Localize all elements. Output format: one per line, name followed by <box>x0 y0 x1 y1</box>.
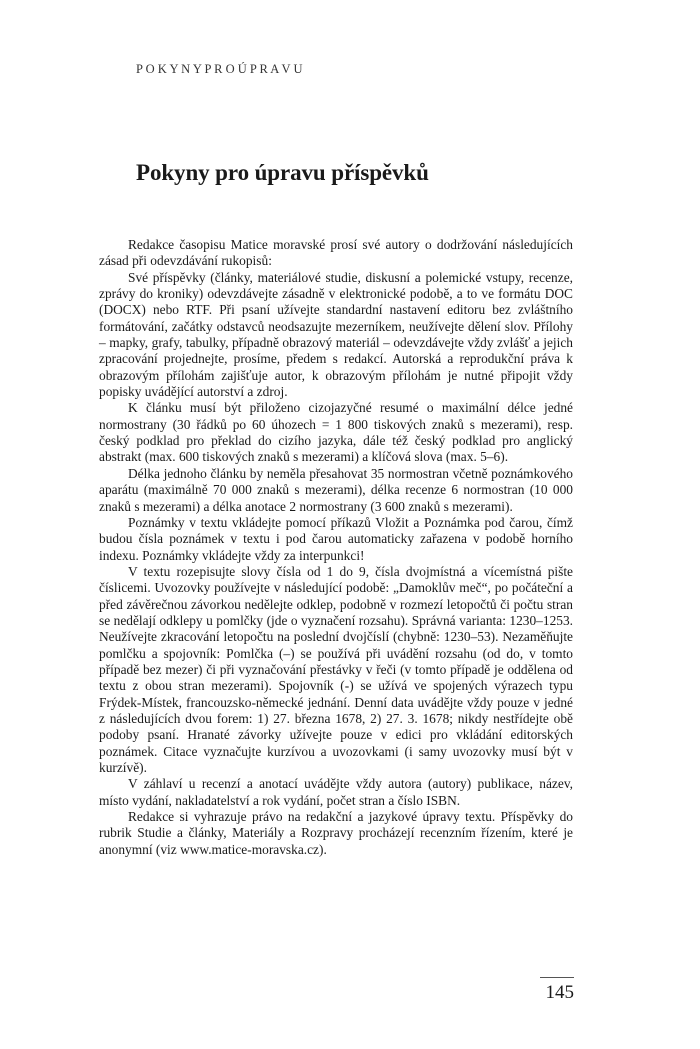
running-header: P O K Y N Y P R O Ú P R A V U <box>136 62 303 76</box>
paragraph-notes: Poznámky v textu vkládejte pomocí příkazů Vložit a Poznámka pod čarou, čímž budou čísla poznámek v textu i pod čarou automaticky zařazena v podobě horního indexu. Poznámky vkládejte vždy za interpunkci! <box>99 514 573 563</box>
paragraph-resume: K článku musí být přiloženo cizojazyčné resumé o maximální délce jedné normostrany (30 řádků po 60 úhozech = 1 800 tiskových znaků s mezerami), resp. český podklad pro překlad do cizího jazyka, dále též český podklad pro anglický abstrakt (max. 600 tiskových znaků s mezerami) a klíčová slova (max. 5–6). <box>99 400 573 465</box>
paragraph-editorial: Redakce si vyhrazuje právo na redakční a jazykové úpravy textu. Příspěvky do rubrik Studie a články, Materiály a Rozpravy procházejí recenzním řízením, které je anonymní (viz www.matice-moravska.cz). <box>99 809 573 857</box>
paragraph-length: Délka jednoho článku by neměla přesahovat 35 normostran včetně poznámkového aparátu (maximálně 70 000 znaků s mezerami), délka recenze 6 normostran (10 000 znaků s mezerami) a délka anotace 2 normostrany (3 600 znaků s mezerami). <box>99 465 573 514</box>
paragraph-typography: V textu rozepisujte slovy čísla od 1 do 9, čísla dvojmístná a vícemístná pište číslicemi. Uvozovky používejte v následující podobě: „Damoklův meč“, po počáteční a před závěrečnou závorkou nedělejte odklep, podobně v rozmezí letopočtů či počtu stran se nedělají odklepy u pomlčky (jde o vyznačení rozsahu). Správná varianta: 1230–1253. Neužívejte zkracování letopočtu na poslední dvojčíslí (chybně: 1230–53). Nezaměňujte pomlčku a spojovník: Pomlčka (–) se používá při uvádění rozsahu (od do, v tomto případě bez mezer) či při vyznačování přestávky v řeči (v tomto případě je oddělena od textu z obou stran mezerami). Spojovník (-) se užívá ve spojených výrazech typu Frýdek-Místek, francouzsko-německé jednání. Denní data uvádějte vždy pouze v jedné z následujících dvou forem: 1) 27. března 1678, 2) 27. 3. 1678; nikdy nestřídejte obě podoby psaní. Hranaté závorky užívejte pouze v edici pro vkládání editorských poznámek. Citace vyznačujte kurzívou a uvozovkami (i samy uvozovky musí být v kurzívě). <box>99 563 573 775</box>
page-number: 145 <box>545 982 574 1003</box>
page-number-rule <box>540 977 574 978</box>
paragraph-submissions: Své příspěvky (články, materiálové studie, diskusní a polemické vstupy, recenze, zprávy do kroniky) odevzdávejte zásadně v elektronické podobě, a to ve formátu DOC (DOCX) nebo RTF. Při psaní užívejte standardní nastavení editoru bez zvláštního formátování, začátky odstavců neodsazujte mezerníkem, neužívejte dělení slov. Přílohy – mapky, grafy, tabulky, případně obrazový materiál – odevzdávejte vždy zvlášť a jejich zpracování projednejte, prosíme, předem s redakcí. Autorská a reprodukční práva k obrazovým přílohám zajišťuje autor, k obrazovým přílohám je nutné připojit vždy popisky uvádějící autorství a zdroj. <box>99 269 573 400</box>
paragraph-reviews: V záhlaví u recenzí a anotací uvádějte vždy autora (autory) publikace, název, místo vydání, nakladatelství a rok vydání, počet stran a číslo ISBN. <box>99 776 573 808</box>
paragraph-intro: Redakce časopisu Matice moravské prosí své autory o dodržování následujících zásad při odevzdávání rukopisů: <box>99 237 573 269</box>
page-title: Pokyny pro úpravu příspěvků <box>136 160 429 185</box>
body-text <box>99 237 573 858</box>
